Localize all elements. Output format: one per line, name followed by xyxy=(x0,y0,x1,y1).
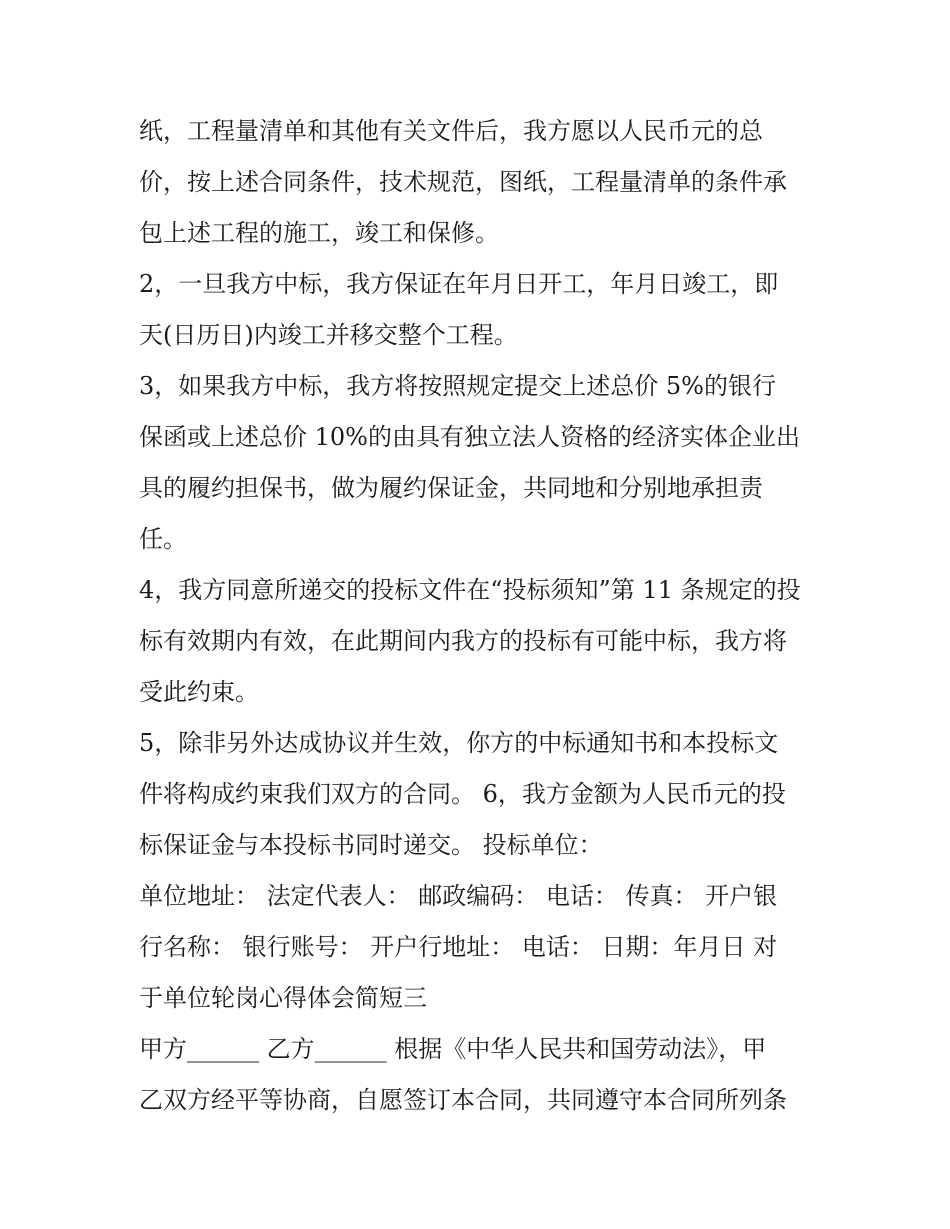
text-line: 5，除非另外达成协议并生效，你方的中标通知书和本投标文 xyxy=(139,729,779,757)
text-line: 具的履约担保书，做为履约保证金，共同地和分别地承担责 xyxy=(139,474,763,502)
text-line: 价，按上述合同条件，技术规范，图纸，工程量清单的条件承 xyxy=(139,168,787,196)
text-line: 保函或上述总价 10%的由具有独立法人资格的经济实体企业出 xyxy=(139,423,800,451)
text-line: 件将构成约束我们双方的合同。 6，我方金额为人民币元的投 xyxy=(139,780,786,808)
text-line: 3，如果我方中标，我方将按照规定提交上述总价 5%的银行 xyxy=(139,372,776,400)
text-line: 4，我方同意所递交的投标文件在“投标须知”第 11 条规定的投 xyxy=(139,576,801,604)
text-line: 乙双方经平等协商，自愿签订本合同，共同遵守本合同所列条 xyxy=(139,1086,787,1114)
text-line: 标保证金与本投标书同时递交。 投标单位： xyxy=(139,831,603,859)
text-line: 任。 xyxy=(139,525,187,553)
text-line: 标有效期内有效，在此期间内我方的投标有可能中标，我方将 xyxy=(139,627,787,655)
text-line: 甲方______ 乙方______ 根据《中华人民共和国劳动法》，甲 xyxy=(139,1035,767,1063)
text-line: 受此约束。 xyxy=(139,678,259,706)
text-line: 于单位轮岗心得体会简短三 xyxy=(139,984,427,1012)
text-line: 天(日历日)内竣工并移交整个工程。 xyxy=(139,321,518,349)
text-line: 包上述工程的施工，竣工和保修。 xyxy=(139,219,499,247)
document-body xyxy=(139,106,819,1126)
text-line: 单位地址： 法定代表人： 邮政编码： 电话： 传真： 开户银 xyxy=(139,882,778,910)
text-line: 纸，工程量清单和其他有关文件后，我方愿以人民币元的总 xyxy=(139,117,763,145)
text-line: 2，一旦我方中标，我方保证在年月日开工，年月日竣工，即 xyxy=(139,270,779,298)
text-line: 行名称： 银行账号： 开户行地址： 电话： 日期：年月日 对 xyxy=(139,933,778,961)
